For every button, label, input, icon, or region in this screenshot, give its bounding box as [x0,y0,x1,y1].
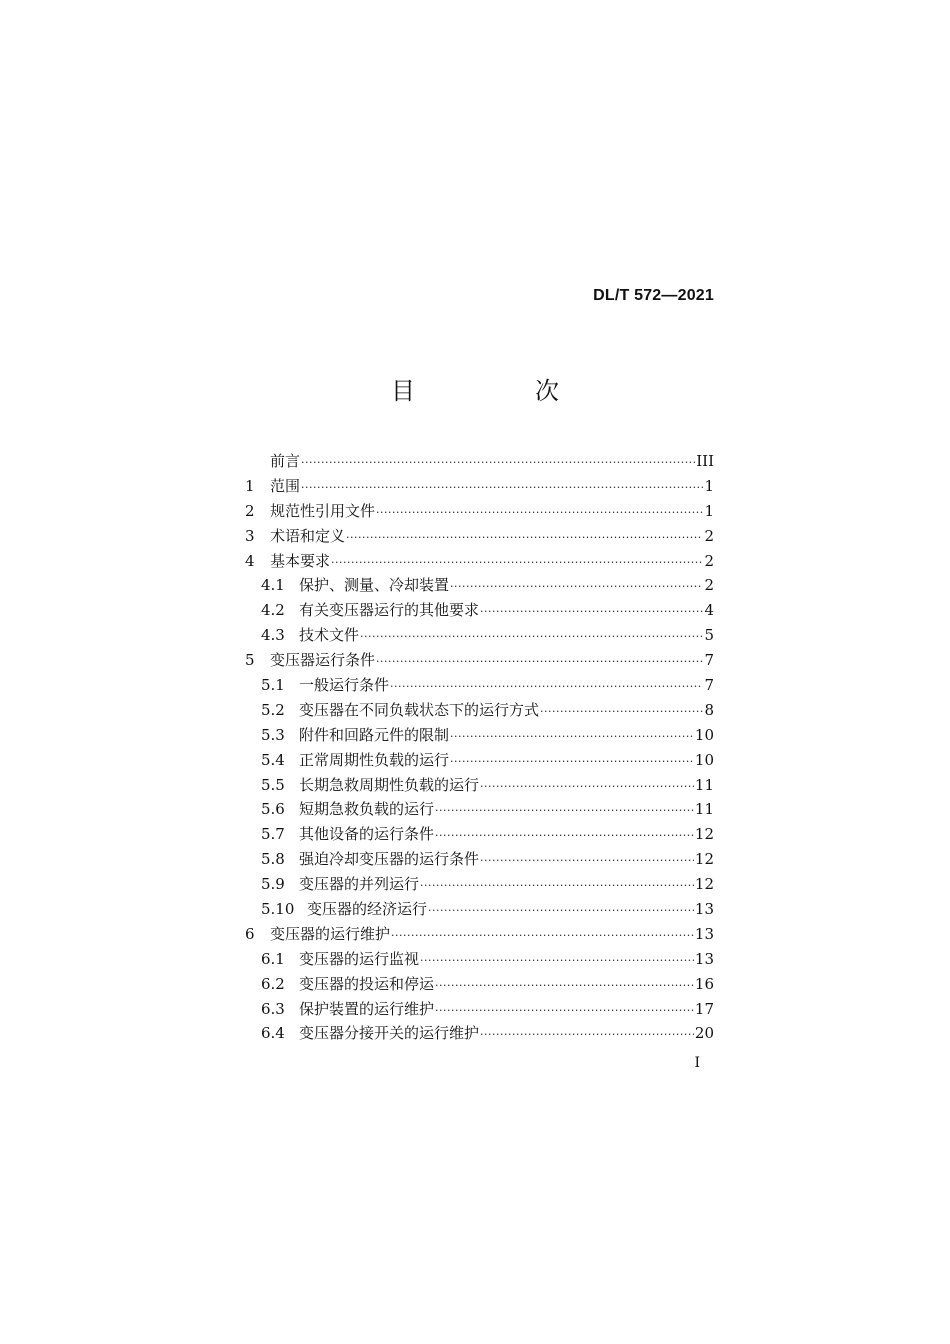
toc-entry-number: 5.9 [261,875,285,894]
toc-entry-page: 1 [704,501,714,520]
toc-entry-number: 3 [245,526,255,545]
toc-entry-number: 5.7 [261,825,285,844]
toc-entry-page: 7 [704,676,714,695]
toc-entry-label: 范围 [270,476,301,495]
toc-entry-number: 6 [245,924,255,943]
toc-leader-dots [331,551,703,576]
toc-entry-page: 20 [694,1024,714,1043]
toc-entry[interactable] [245,947,714,972]
standard-code: DL/T 572—2021 [593,287,714,304]
toc-leader-dots [435,999,694,1024]
toc-entry[interactable] [245,549,714,574]
toc-entry-page: 10 [694,750,714,769]
toc-leader-dots [346,526,703,551]
toc-entry-number: 1 [245,476,255,495]
toc-entry-page: 16 [694,974,714,993]
toc-entry[interactable] [245,723,714,748]
table-of-contents [245,449,714,1046]
toc-entry[interactable] [245,872,714,897]
toc-entry-page: 4 [704,601,714,620]
toc-leader-dots [390,675,703,700]
toc-entry-number: 4.2 [261,601,285,620]
toc-entry[interactable] [245,449,714,474]
toc-entry-page: 8 [704,700,714,719]
toc-entry-label: 前言 [270,452,301,470]
toc-entry-number: 5.1 [261,676,285,695]
toc-entry[interactable] [245,972,714,997]
toc-entry-label: 附件和回路元件的限制 [299,725,450,744]
toc-entry[interactable] [245,797,714,822]
toc-entry-number: 5.8 [261,850,285,869]
toc-entry-label: 保护装置的运行维护 [299,999,435,1018]
toc-entry-label: 正常周期性负载的运行 [299,750,450,769]
toc-entry[interactable] [245,773,714,798]
toc-entry-number: 4.3 [261,626,285,645]
toc-entry-label: 一般运行条件 [299,676,390,695]
toc-entry-page: 12 [694,825,714,844]
toc-entry-label: 有关变压器运行的其他要求 [299,601,480,620]
toc-entry-label: 变压器的并列运行 [299,875,420,894]
toc-leader-dots [420,949,694,974]
toc-entry-number: 4.1 [261,576,285,595]
toc-leader-dots [450,725,694,750]
toc-entry[interactable] [245,673,714,698]
toc-entry-page: 1 [704,476,714,495]
toc-entry-label: 其他设备的运行条件 [299,825,435,844]
toc-entry-page: 10 [694,725,714,744]
toc-entry-number: 5.5 [261,775,285,794]
toc-leader-dots [480,849,694,874]
toc-entry-page: 13 [694,924,714,943]
toc-leader-dots [301,476,703,501]
toc-leader-dots [435,799,694,824]
toc-entry-page: 12 [694,875,714,894]
toc-entry-label: 技术文件 [299,626,360,645]
toc-entry-label: 变压器分接开关的运行维护 [299,1024,480,1043]
toc-entry-page: 2 [704,526,714,545]
toc-entry-page: 13 [694,900,714,919]
toc-entry[interactable] [245,1021,714,1046]
toc-entry[interactable] [245,573,714,598]
toc-entry-label: 保护、测量、冷却装置 [299,576,450,595]
toc-entry-page: 17 [694,999,714,1018]
toc-leader-dots [428,899,694,924]
toc-entry-page: 11 [694,775,714,794]
toc-entry-number: 2 [245,501,255,520]
toc-entry-page: 11 [694,800,714,819]
toc-entry-number: 6.1 [261,949,285,968]
toc-entry-page: 2 [704,551,714,570]
toc-entry-number: 5.2 [261,700,285,719]
toc-entry-number: 6.4 [261,1024,285,1043]
toc-entry-label: 规范性引用文件 [270,501,376,520]
toc-entry[interactable] [245,748,714,773]
toc-entry-page: 12 [694,850,714,869]
page-number: I [694,1055,700,1071]
toc-leader-dots [450,750,694,775]
toc-entry[interactable] [245,822,714,847]
toc-entry-page: 13 [694,949,714,968]
toc-entry-number: 4 [245,551,255,570]
toc-entry[interactable] [245,698,714,723]
toc-entry[interactable] [245,623,714,648]
toc-entry[interactable] [245,648,714,673]
toc-entry-label: 长期急救周期性负载的运行 [299,775,480,794]
toc-entry[interactable] [245,847,714,872]
toc-leader-dots [540,700,703,725]
toc-leader-dots [376,501,703,526]
toc-entry-page: III [696,452,714,470]
toc-leader-dots [391,924,694,949]
toc-entry-number: 6.2 [261,974,285,993]
toc-entry-page: 5 [704,626,714,645]
toc-leader-dots [360,625,703,650]
toc-entry-label: 变压器的运行监视 [299,949,420,968]
toc-entry-label: 变压器的投运和停运 [299,974,435,993]
toc-entry-number: 5.3 [261,725,285,744]
toc-leader-dots [450,575,703,600]
toc-entry-page: 7 [704,651,714,670]
toc-leader-dots [301,451,695,476]
toc-entry-label: 变压器在不同负载状态下的运行方式 [299,700,540,719]
toc-entry-number: 5.4 [261,750,285,769]
toc-entry[interactable] [245,997,714,1022]
toc-entry-number: 5.6 [261,800,285,819]
toc-leader-dots [480,1023,694,1048]
toc-leader-dots [480,600,703,625]
toc-entry[interactable] [245,474,714,499]
toc-entry[interactable] [245,897,714,922]
toc-entry-number: 5.10 [261,900,295,919]
toc-leader-dots [480,775,694,800]
toc-title: 目 次 [391,377,607,405]
toc-entry[interactable] [245,499,714,524]
toc-leader-dots [376,650,703,675]
toc-entry-label: 变压器运行条件 [270,651,376,670]
toc-entry[interactable] [245,524,714,549]
toc-entry[interactable] [245,598,714,623]
toc-leader-dots [420,874,694,899]
toc-entry-label: 强迫冷却变压器的运行条件 [299,850,480,869]
toc-entry-label: 术语和定义 [270,526,346,545]
toc-entry-label: 变压器的经济运行 [307,900,428,919]
toc-entry-label: 短期急救负载的运行 [299,800,435,819]
toc-entry[interactable] [245,922,714,947]
toc-leader-dots [435,974,694,999]
toc-leader-dots [435,824,694,849]
toc-entry-page: 2 [704,576,714,595]
toc-entry-label: 变压器的运行维护 [270,924,391,943]
toc-entry-number: 5 [245,651,255,670]
toc-entry-number: 6.3 [261,999,285,1018]
toc-entry-label: 基本要求 [270,551,331,570]
